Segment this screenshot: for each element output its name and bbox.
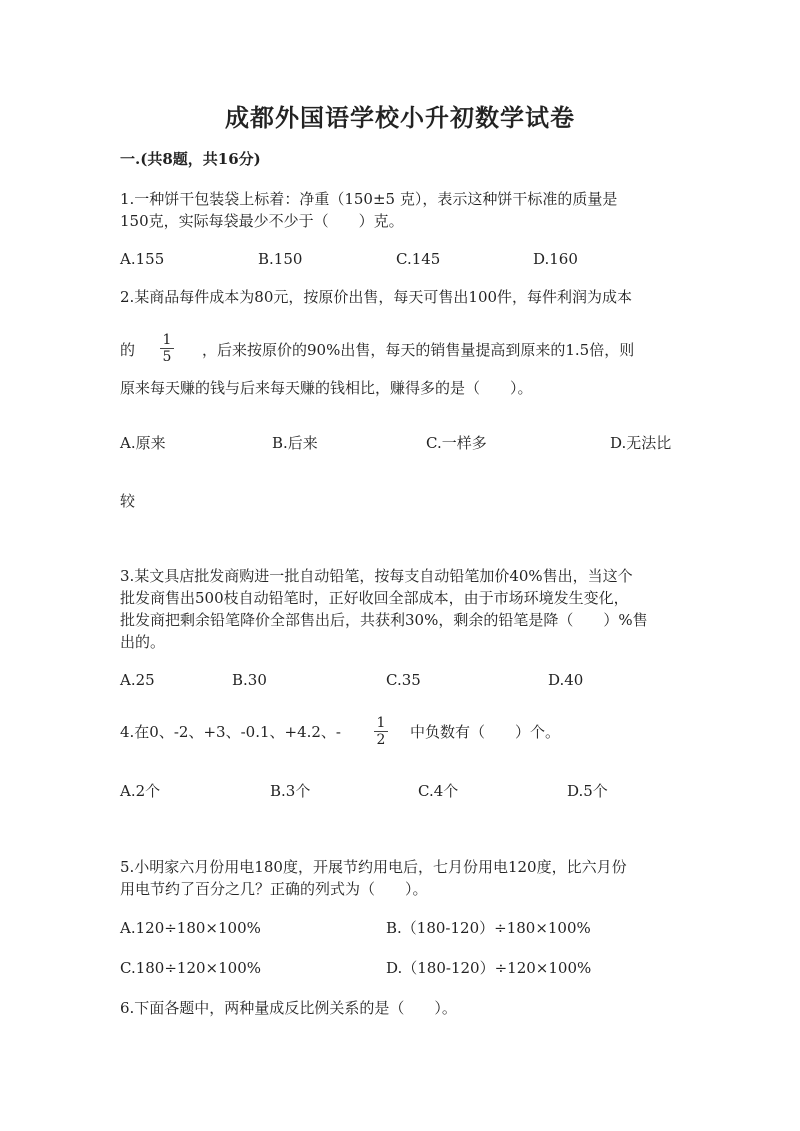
q3-line2: 批发商售出500枝自动铅笔时，正好收回全部成本，由于市场环境发生变化， <box>120 589 629 607</box>
q6-line1: 6.下面各题中，两种量成反比例关系的是（ ）。 <box>120 999 457 1017</box>
q5-option-a: A.120÷180×100% <box>120 919 261 937</box>
q4-fraction-numerator: 1 <box>376 715 386 731</box>
q4-option-d: D.5个 <box>567 782 608 800</box>
q1-line2: 150克，实际每袋最少不少于（ ）克。 <box>120 212 404 230</box>
q4-line-post: 中负数有（ ）个。 <box>410 723 561 741</box>
q2-line2-pre: 的 <box>120 341 136 359</box>
q5-line2: 用电节约了百分之几？正确的列式为（ ）。 <box>120 880 428 898</box>
q4-option-b: B.3个 <box>270 782 311 800</box>
q4-option-c: C.4个 <box>418 782 459 800</box>
q2-fraction-denominator: 5 <box>162 349 172 365</box>
q3-option-d: D.40 <box>548 671 584 689</box>
q4-fraction-denominator: 2 <box>376 732 386 748</box>
section-heading: 一.(共8题，共16分) <box>120 150 261 168</box>
exam-title: 成都外国语学校小升初数学试卷 <box>225 103 575 132</box>
q5-option-b: B.（180-120）÷180×100% <box>386 919 591 937</box>
q5-option-d: D.（180-120）÷120×100% <box>386 959 592 977</box>
q1-option-d: D.160 <box>533 250 578 268</box>
q2-line1: 2.某商品每件成本为80元，按原价出售，每天可售出100件，每件利润为成本 <box>120 288 633 306</box>
q4-line-pre: 4.在0、-2、+3、-0.1、+4.2、- <box>120 723 341 741</box>
q1-option-c: C.145 <box>396 250 441 268</box>
q2-option-d-wrap: 较 <box>120 492 136 510</box>
q1-line1: 1.一种饼干包装袋上标着：净重（150±5 克），表示这种饼干标准的质量是 <box>120 190 618 208</box>
q2-fraction <box>160 333 174 364</box>
q4-option-a: A.2个 <box>120 782 161 800</box>
q1-option-a: A.155 <box>120 250 165 268</box>
q2-line3: 原来每天赚的钱与后来每天赚的钱相比，赚得多的是（ ）。 <box>120 379 533 397</box>
q3-line1: 3.某文具店批发商购进一批自动铅笔，按每支自动铅笔加价40%售出，当这个 <box>120 567 633 585</box>
q3-line3: 批发商把剩余铅笔降价全部售出后，共获利30%，剩余的铅笔是降（ ）%售 <box>120 611 648 629</box>
q3-option-c: C.35 <box>386 671 421 689</box>
q1-option-b: B.150 <box>258 250 303 268</box>
q2-option-d: D.无法比 <box>610 434 672 452</box>
q2-line2-post: ，后来按原价的90%出售，每天的销售量提高到原来的1.5倍，则 <box>202 341 635 359</box>
q2-option-a: A.原来 <box>120 434 166 452</box>
q5-line1: 5.小明家六月份用电180度，开展节约用电后，七月份用电120度，比六月份 <box>120 858 627 876</box>
q3-option-b: B.30 <box>232 671 267 689</box>
q4-fraction <box>374 716 388 747</box>
q2-option-b: B.后来 <box>272 434 318 452</box>
q2-option-c: C.一样多 <box>426 434 487 452</box>
q3-option-a: A.25 <box>120 671 155 689</box>
q2-fraction-numerator: 1 <box>162 332 172 348</box>
q3-line4: 出的。 <box>120 633 166 651</box>
q5-option-c: C.180÷120×100% <box>120 959 261 977</box>
